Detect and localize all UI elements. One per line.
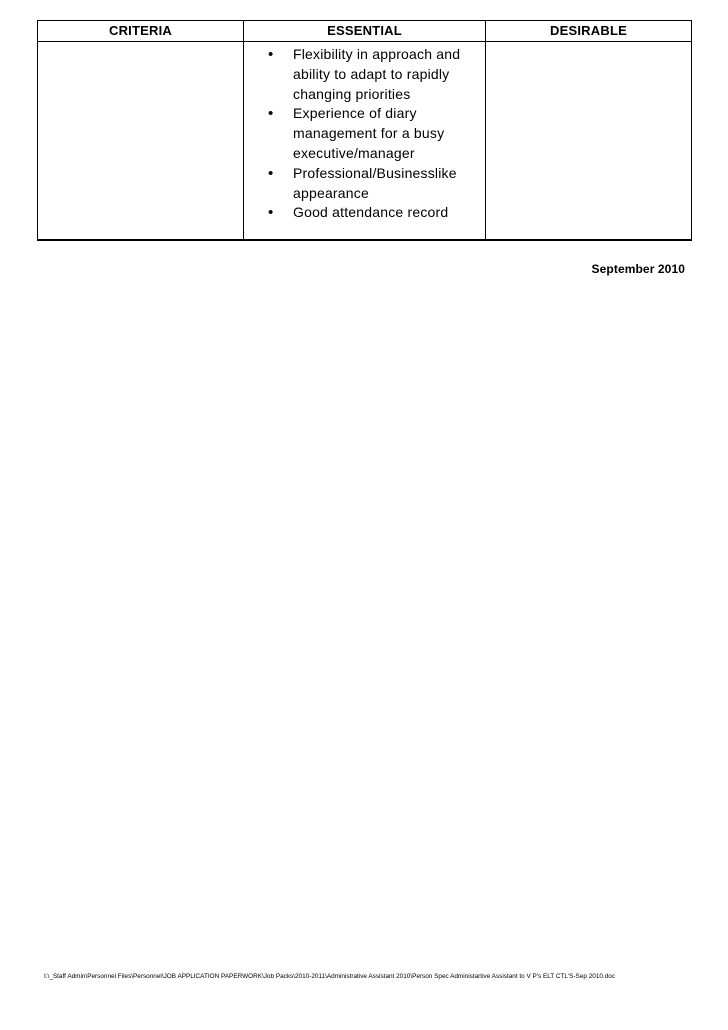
list-item	[268, 164, 477, 204]
essential-item-text: Experience of diary management for a busy executive/manager	[293, 105, 445, 161]
table-row	[38, 42, 692, 241]
list-item	[268, 104, 477, 163]
table-header-row	[38, 21, 692, 42]
essential-item-text: Flexibility in approach and ability to adapt to rapidly changing priorities	[293, 46, 461, 102]
essential-list	[244, 42, 485, 223]
person-spec-table	[37, 20, 692, 241]
list-item	[268, 203, 477, 223]
footer-file-path: I:\_Staff Admin\Personnel Files\Personnel\JOB APPLICATION PAPERWORK\Job Packs\2010-2011\Administrative Assistant 2010\Person Spec Administartive Assistant to V P's ELT CTL'S-Sep 2010.doc	[44, 973, 616, 980]
criteria-header: CRITERIA	[38, 21, 244, 42]
essential-header: ESSENTIAL	[244, 21, 486, 42]
essential-cell	[244, 42, 486, 241]
essential-item-text: Professional/Businesslike appearance	[293, 164, 457, 201]
desirable-header: DESIRABLE	[486, 21, 692, 42]
list-item	[268, 45, 477, 104]
bullet-icon: •	[268, 46, 274, 63]
criteria-cell	[38, 42, 244, 241]
essential-item-text: Good attendance record	[293, 204, 449, 221]
bullet-icon: •	[268, 164, 274, 182]
document-date: September 2010	[591, 262, 685, 276]
bullet-icon: •	[268, 204, 274, 222]
desirable-cell	[486, 42, 692, 241]
bullet-icon: •	[268, 105, 274, 123]
